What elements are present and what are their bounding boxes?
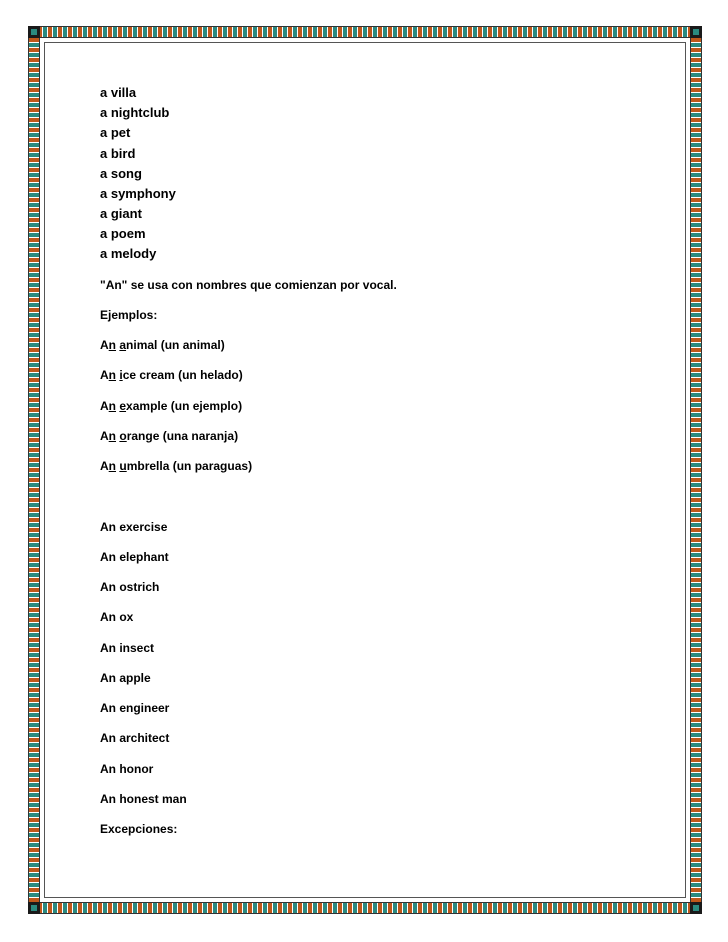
noun-an-item: An ox	[100, 610, 134, 624]
noun-a-item: a pet	[100, 125, 131, 140]
examples-heading: Ejemplos:	[100, 308, 158, 322]
border-corner-top-left	[28, 26, 40, 38]
noun-a-item: a melody	[100, 246, 157, 261]
noun-an-item: An architect	[100, 731, 170, 745]
noun-an-item: An apple	[100, 671, 151, 685]
noun-an-item: An honest man	[100, 792, 187, 806]
noun-an-item: An honor	[100, 762, 154, 776]
noun-a-item: a bird	[100, 146, 136, 161]
example-item: An ice cream (un helado)	[100, 368, 243, 382]
noun-a-item: a poem	[100, 226, 146, 241]
decorative-border-top	[28, 26, 702, 38]
example-item: An umbrella (un paraguas)	[100, 459, 253, 473]
noun-an-item: An insect	[100, 641, 155, 655]
border-corner-bottom-right	[690, 902, 702, 914]
rule-text: "An" se usa con nombres que comienzan por vocal.	[100, 278, 397, 292]
noun-an-item: An engineer	[100, 701, 170, 715]
noun-an-item: An elephant	[100, 550, 169, 564]
noun-an-item: An ostrich	[100, 580, 160, 594]
noun-a-item: a villa	[100, 85, 137, 100]
noun-a-item: a song	[100, 166, 142, 181]
example-item: An example (un ejemplo)	[100, 399, 243, 413]
border-corner-top-right	[690, 26, 702, 38]
example-item: An animal (un animal)	[100, 338, 225, 352]
border-corner-bottom-left	[28, 902, 40, 914]
noun-a-item: a nightclub	[100, 105, 170, 120]
noun-a-item: a symphony	[100, 186, 176, 201]
noun-an-item: An exercise	[100, 520, 168, 534]
example-item: An orange (una naranja)	[100, 429, 239, 443]
exceptions-heading: Excepciones:	[100, 822, 178, 836]
decorative-border-right	[690, 38, 702, 902]
decorative-border-left	[28, 38, 40, 902]
noun-a-item: a giant	[100, 206, 142, 221]
decorative-border-bottom	[28, 902, 702, 914]
